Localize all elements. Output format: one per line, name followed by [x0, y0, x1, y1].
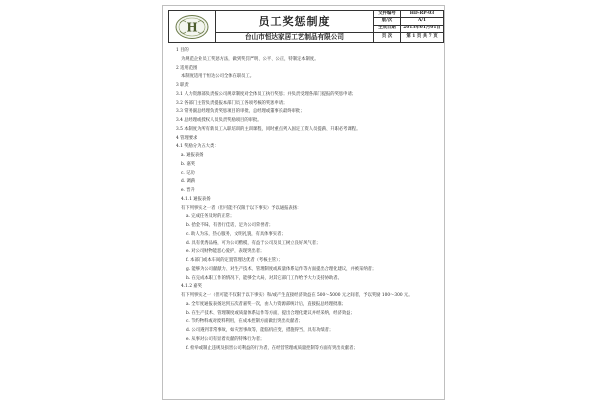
body-line: h. 在完成本职工作的情况下，能够全大局，对其它部门工作给予大力支持协助者。: [186, 275, 342, 281]
body-line: c. 节约物料或对废料利用，在成本控制方面做出突出贡献者；: [186, 319, 303, 325]
body-line: 有下列事实之一者（但可能不仅限于以下事实）予以通报表扬：: [181, 205, 302, 211]
version-value: A/1: [401, 18, 444, 25]
logo-emblem-icon: [174, 14, 210, 40]
body-line: c. 助人为乐，热心服务，文明礼貌，有具体事实者；: [186, 231, 286, 237]
body-line: 2 适用范围: [176, 65, 198, 71]
body-line: 4.1.2 嘉奖: [181, 284, 202, 290]
body-line: 1 目的: [176, 48, 189, 53]
body-line: f. 本部门或本车间的定置管理达优者（考核主管）；: [186, 258, 283, 263]
body-line: 3.1 人力资源部负责按公司规章制度对全体员工执行奖惩；并负责受理各部门提报的奖惩申请；: [176, 91, 357, 97]
body-line: e. 对公司财物能恶心爱护，表现突出者；: [186, 249, 265, 255]
document-header-table: [168, 10, 444, 43]
body-line: a. 通报表扬: [181, 153, 204, 158]
effective-date-value: 2013年01月01日: [401, 25, 444, 32]
body-line: d. 调薪: [181, 179, 196, 185]
body-line: g. 能够为公司献献力、对生产技术、管理制度或质量体系运作等方面提出合理化建议，并被采纳者；: [186, 266, 377, 272]
body-line: b. 嘉奖: [181, 161, 196, 167]
page-label: 页 次: [374, 32, 401, 42]
body-line: 3.2 各部门主管负责提报本部门员工各项考核的奖惩申请；: [176, 100, 288, 106]
company-logo: [174, 14, 210, 40]
doc-number-value: HD-RP-03: [401, 11, 444, 18]
body-line: 3.5 本制度为所有新员工入职培训的主训课程，同时重点列入固定工资人员提薪、升职必考课程。: [176, 126, 361, 132]
page-number: 第 1 页 共 7 页: [401, 32, 444, 42]
body-line: 3.3 常务副总经理负责奖惩项目的审批，总经理或董事长最终审批；: [176, 109, 305, 115]
body-line: 3 职责: [176, 83, 189, 88]
body-line: d. 公司遇到非常事故，如灾害事故等，能临机应变，措施得当，具有功绩者；: [186, 328, 334, 333]
document-title: 员工奖惩制度: [216, 11, 374, 33]
body-line: b. 拾金不昧，有善行佳话，足为公司荣誉者；: [186, 223, 274, 228]
body-line: e. 晋升: [181, 188, 195, 193]
body-line: a. 全年度通报表扬达到五次者嘉奖一次，由人力资源部统计后，直接报总经理批准；: [186, 301, 346, 307]
svg-text:H: H: [186, 20, 198, 34]
body-line: a. 完成任务及时的正常；: [186, 214, 235, 220]
body-line: 3.4 总经理或授权人员负责奖励项目的审批。: [176, 118, 262, 123]
document-page: [162, 5, 445, 400]
body-line: 4.1 奖励分为五大类：: [176, 144, 219, 150]
doc-number-label: 文件编号: [374, 11, 401, 18]
body-line: 4.1.1 通报表扬: [181, 196, 211, 202]
body-line: 为规范企业员工奖惩方法，做到奖罚严明、公平、公正，特制定本制度。: [181, 56, 319, 62]
version-label: 版/次: [374, 18, 401, 25]
body-line: f. 检举或制止违规及损害公司利益的行为者，在经营管理或质量控制等方面有突出贡献者；: [186, 345, 358, 351]
document-body: [174, 47, 439, 353]
body-line: d. 具有优秀品格，可为公司楷模，有益于公司及员工树立良好风气者；: [186, 240, 321, 246]
body-line: e. 从事对公司有显着贡献的特殊行为者；: [186, 336, 265, 342]
body-line: c. 记功: [181, 170, 195, 176]
company-name: 台山市恒达家居工艺制品有限公司: [216, 32, 374, 42]
effective-date-label: 生效日期: [374, 25, 401, 32]
body-line: 有下列事实之一（但可能不仅限于以下事实）和/或产生直接经济效益在 500～5000 元之间者，予以奖励 100～300 元。: [181, 293, 413, 298]
body-line: b. 在生产技术、管理制度或质量体系运作等方面，提出合理化建议并经采纳，经济效益；: [186, 310, 355, 316]
logo-cell: [169, 11, 216, 43]
body-line: 本制度适用于恒达公司全体在职员工。: [181, 74, 255, 80]
body-line: 4 管理要求: [176, 135, 198, 141]
